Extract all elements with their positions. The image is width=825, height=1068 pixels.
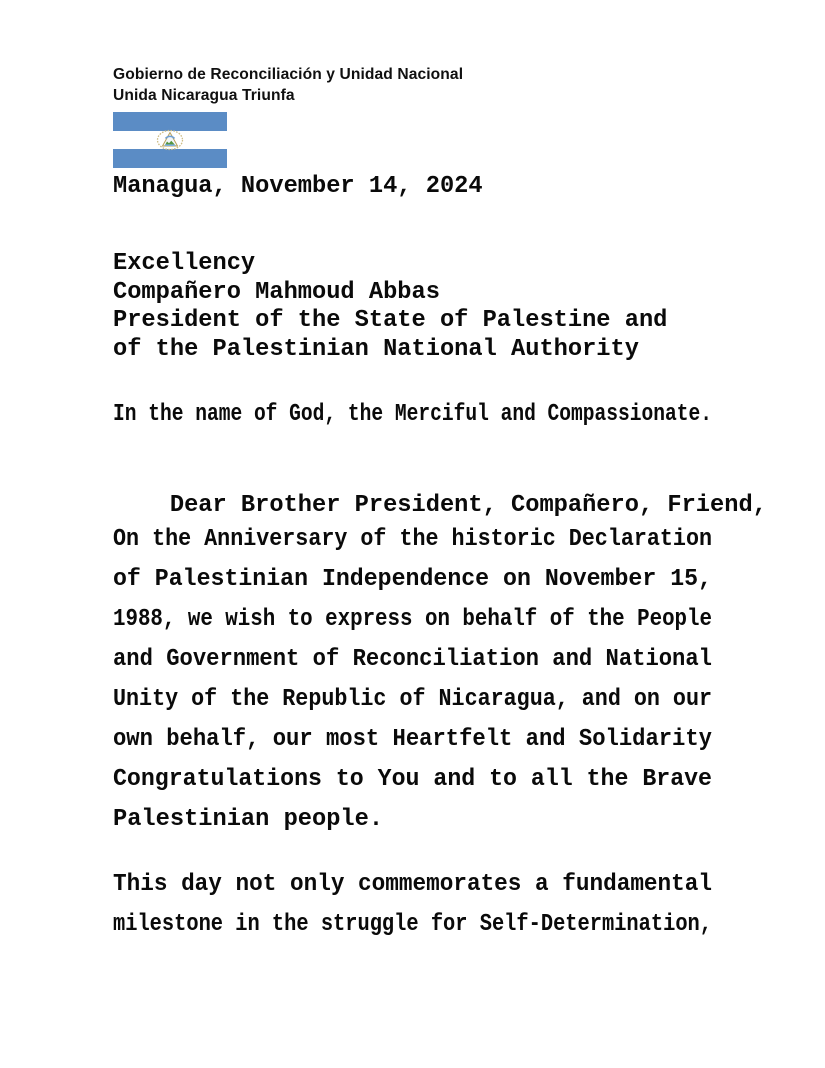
recipient-block — [113, 250, 667, 365]
invocation-line — [113, 401, 825, 429]
nicaragua-flag-image — [113, 112, 227, 168]
recipient-name: Compañero Mahmoud Abbas — [113, 278, 440, 306]
letterhead — [113, 64, 463, 106]
paragraph-line — [113, 905, 810, 945]
government-name: Gobierno de Reconciliación y Unidad Nacional — [113, 66, 464, 83]
recipient-honorific: Excellency — [113, 250, 256, 277]
invocation-text: In the name of God, the Merciful and Compassionate. — [113, 401, 712, 428]
paragraph-line — [113, 865, 810, 905]
paragraph-text: 1988, we wish to express on behalf of the People — [113, 606, 712, 633]
paragraph-text: Palestinian people. — [113, 806, 384, 833]
paragraph-text: Congratulations to You and to all the Brave — [113, 766, 712, 793]
paragraph-text: and Government of Reconciliation and National — [113, 646, 712, 673]
paragraph-text: of Palestinian Independence on November 15, — [113, 566, 712, 593]
paragraph-text: Unity of the Republic of Nicaragua, and on our — [113, 686, 712, 713]
flag-stripe-blue-bottom — [113, 149, 227, 168]
paragraph-line — [113, 680, 795, 720]
flag-stripe-white — [113, 131, 227, 149]
paragraph-line — [113, 560, 795, 600]
nicaragua-coat-of-arms-icon — [153, 129, 187, 151]
salutation-text: Dear Brother President, Compañero, Friend, — [169, 492, 767, 519]
recipient-title-1: President of the State of Palestine and — [113, 307, 668, 335]
paragraph-text: This day not only commemorates a fundamental — [113, 871, 712, 898]
paragraph-line — [113, 720, 795, 760]
paragraph-line — [113, 520, 795, 560]
paragraph-text: milestone in the struggle for Self-Determination, — [113, 911, 712, 938]
body-paragraph-2 — [113, 865, 810, 945]
paragraph-line — [113, 760, 795, 800]
paragraph-line — [113, 800, 795, 840]
government-motto: Unida Nicaragua Triunfa — [113, 87, 295, 104]
body-paragraph-1 — [113, 520, 795, 840]
date-line: Managua, November 14, 2024 — [113, 173, 483, 200]
paragraph-text: own behalf, our most Heartfelt and Solidarity — [113, 726, 712, 753]
paragraph-text: On the Anniversary of the historic Declaration — [113, 526, 712, 553]
recipient-title-2: of the Palestinian National Authority — [113, 336, 639, 364]
paragraph-line — [113, 640, 795, 680]
paragraph-line — [113, 600, 795, 640]
